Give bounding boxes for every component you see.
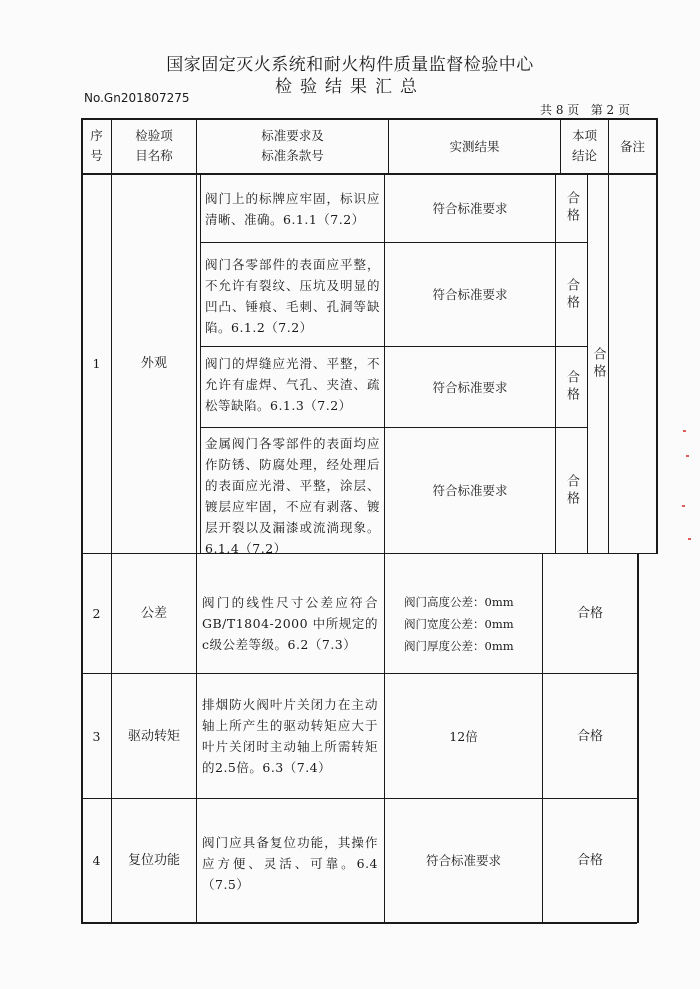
result-text: 12倍 bbox=[449, 728, 478, 744]
overall-conclusion: 合格 bbox=[590, 346, 606, 381]
subrow-conclusion: 合格 bbox=[564, 191, 579, 225]
requirement-text: 阀门上的标牌应牢固，标识应清晰、准确。6.1.1（7.2） bbox=[205, 191, 380, 227]
doc-title: 检验结果汇总 bbox=[275, 77, 425, 97]
subrow-conclusion: 合格 bbox=[564, 370, 579, 404]
col-header-result: 实测结果 bbox=[449, 138, 500, 154]
subrow-conclusion: 合格 bbox=[564, 277, 579, 312]
requirement-text: 阀门的线性尺寸公差应符合GB/T1804-2000 中所规定的c级公差等级。6.2（7.3） bbox=[202, 595, 378, 652]
col-divider bbox=[200, 173, 201, 553]
result-text: 符合标准要求 bbox=[432, 200, 508, 216]
table-border-bottom bbox=[81, 922, 637, 924]
col-header-seq: 序 号 bbox=[90, 128, 103, 163]
row-conclusion: 合格 bbox=[576, 853, 603, 868]
result-text: 符合标准要求 bbox=[425, 853, 501, 868]
row-seq: 4 bbox=[92, 853, 101, 868]
page-info: 共 8 页 第 2 页 bbox=[540, 103, 630, 117]
requirement-text: 阀门各零部件的表面应平整，不允许有裂纹、压坑及明显的凹凸、锤痕、毛刺、孔洞等缺陷。6.1.2（7.2） bbox=[205, 257, 380, 335]
subrow-conclusion: 合格 bbox=[564, 473, 579, 508]
col-header-item: 检验项 目名称 bbox=[135, 128, 173, 163]
stamp-fragment bbox=[682, 505, 685, 507]
row-seq: 1 bbox=[92, 356, 101, 371]
col-header-conclusion: 本项 结论 bbox=[571, 128, 597, 163]
row-item-name: 复位功能 bbox=[127, 853, 180, 868]
row-conclusion: 合格 bbox=[576, 728, 603, 744]
row-seq: 2 bbox=[92, 606, 101, 621]
requirement-text: 金属阀门各零部件的表面均应作防锈、防腐处理，经处理后的表面应光滑、平整，涂层、镀层应牢固，不应有剥落、镀层开裂以及漏漆或流淌现象。6.1.4（7.2） bbox=[205, 436, 380, 556]
col-header-remark: 备注 bbox=[619, 138, 645, 154]
result-text: 符合标准要求 bbox=[432, 287, 508, 302]
stamp-fragment bbox=[686, 455, 689, 457]
requirement-text: 阀门应具备复位功能，其操作应方便、灵活、可靠。6.4（7.5） bbox=[202, 835, 378, 892]
measurement-line: 阀门高度公差：0mm bbox=[404, 595, 514, 609]
table-border-right bbox=[637, 553, 639, 923]
col-divider bbox=[608, 173, 609, 553]
measurement-line: 阀门宽度公差：0mm bbox=[404, 617, 514, 631]
stamp-fragment bbox=[688, 538, 691, 540]
row-item-name: 驱动转矩 bbox=[127, 728, 180, 744]
result-text: 符合标准要求 bbox=[432, 483, 508, 498]
row-item-name: 外观 bbox=[140, 356, 167, 371]
result-text: 符合标准要求 bbox=[432, 379, 508, 395]
row-item-name: 公差 bbox=[140, 606, 167, 621]
row-conclusion: 合格 bbox=[576, 606, 603, 621]
org-title: 国家固定灭火系统和耐火构件质量监督检验中心 bbox=[166, 55, 534, 75]
requirement-text: 阀门的焊缝应光滑、平整，不允许有虚焊、气孔、夹渣、疏松等缺陷。6.1.3（7.2） bbox=[205, 356, 380, 413]
requirement-text: 排烟防火阀叶片关闭力在主动轴上所产生的驱动转矩应大于叶片关闭时主动轴上所需转矩的2.5倍。6.3（7.4） bbox=[202, 697, 378, 775]
col-header-requirement: 标准要求及 标准条款号 bbox=[261, 128, 324, 163]
report-number: No.Gn201807275 bbox=[84, 91, 190, 105]
measurement-line: 阀门厚度公差：0mm bbox=[404, 639, 514, 653]
row-seq: 3 bbox=[92, 728, 101, 744]
table-border-right bbox=[656, 118, 658, 554]
col-divider bbox=[196, 118, 197, 923]
stamp-fragment bbox=[683, 430, 686, 432]
